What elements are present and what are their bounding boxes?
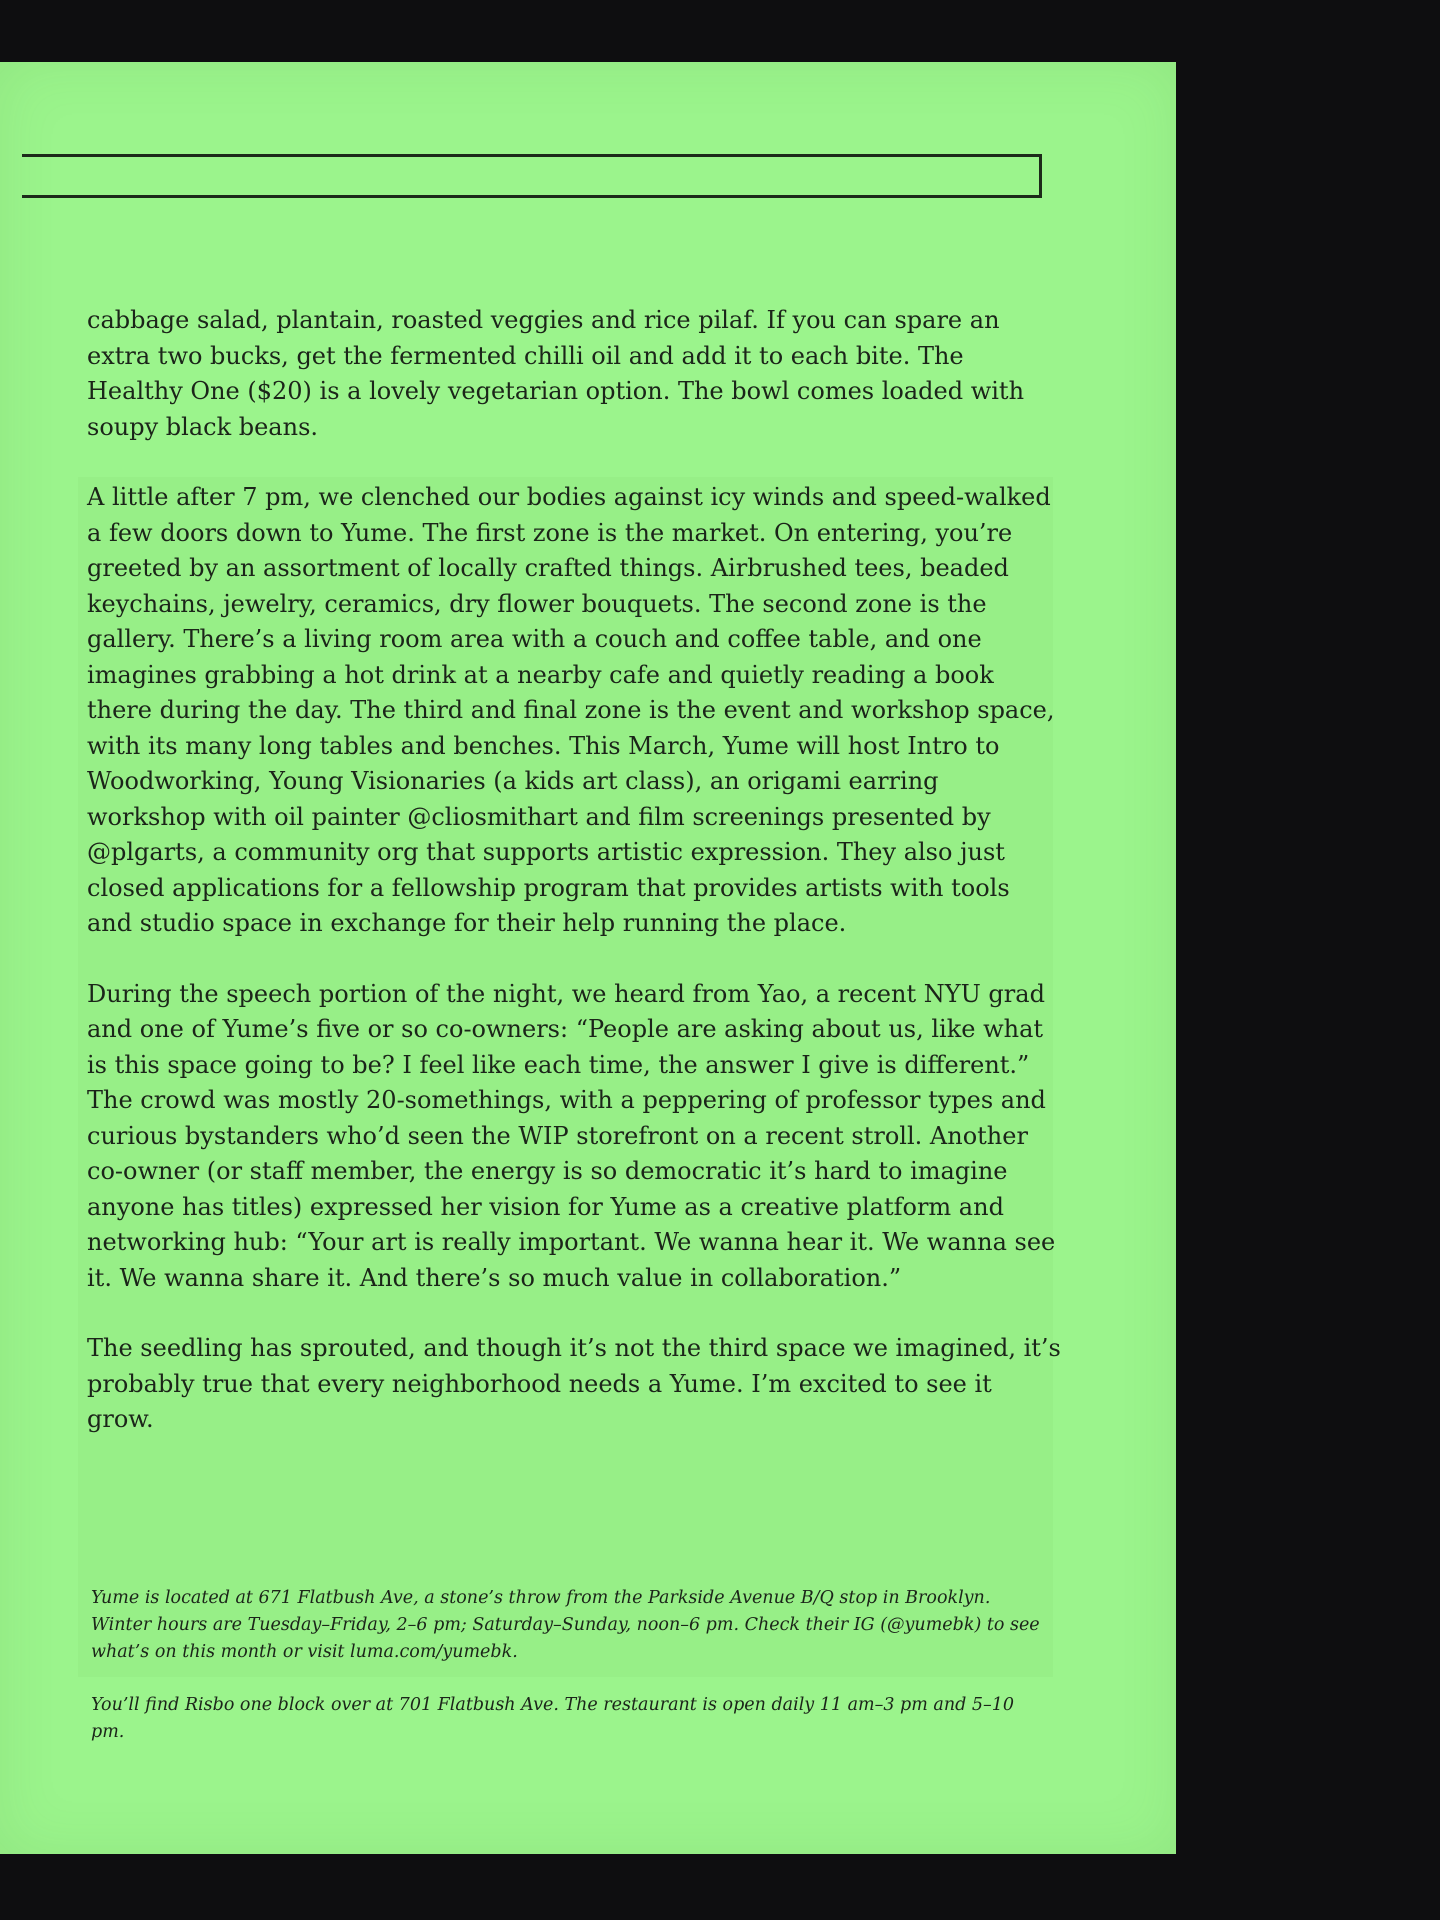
venue-note-risbo: You’ll find Risbo one block over at 701 Flatbush Ave. The restaurant is open daily 11 am–3 pm and 5–10 pm. [91,1695,1015,1742]
article-paragraph: During the speech portion of the night, we heard from Yao, a recent NYU grad and one of Yume’s five or so co-owners: “People are asking about us, like what is this space going to be? I feel like each time, the answer I give is different.” The crowd was mostly 20-somethings, with a peppering of professor types and curious bystanders who’d seen the WIP storefront on a recent stroll. Another co-owner (or staff member, the energy is so democratic it’s hard to imagine anyone has titles) expressed her vision for Yume as a creative platform and networking hub: “Your art is really important. We wanna hear it. We wanna see it. We wanna share it. And there’s so much value in collaboration.” [87,979,1056,1292]
show-through-text [410,262,423,304]
article-paragraph: The seedling has sprouted, and though it’s not the third space we imagined, it’s probably true that every neighborhood needs a Yume. I’m excited to see it grow. [87,1334,1061,1433]
venue-note-yume: Yume is located at 671 Flatbush Ave, a stone’s throw from the Parkside Avenue B/Q stop in Brooklyn. Winter hours are Tuesday–Friday, 2–6 pm; Saturday–Sunday, noon–6 pm. Check their IG (@yumebk) to see what’s on this month or visit luma.com/yumebk. [91,1588,1040,1662]
article-body [87,303,1062,1473]
article-paragraph: cabbage salad, plantain, roasted veggies and rice pilaf. If you can spare an extra two bucks, get the fermented chilli oil and add it to each bite. The Healthy One ($20) is a lovely vegetarian option. The bowl comes loaded with soupy black beans. [87,306,1025,441]
venue-info-notes [91,1585,1051,1772]
article-paragraph: A little after 7 pm, we clenched our bodies against icy winds and speed-walked a few doors down to Yume. The first zone is the market. On entering, you’re greeted by an assortment of locally crafted things. Airbrushed tees, beaded keychains, jewelry, ceramics, dry flower bouquets. The second zone is the gallery. There’s a living room area with a couch and coffee table, and one imagines grabbing a hot drink at a nearby cafe and quietly reading a book there during the day. The third and final zone is the event and workshop space, with its many long tables and benches. This March, Yume will host Intro to Woodworking, Young Visionaries (a kids art class), an origami earring workshop with oil painter @cliosmithart and film screenings presented by @plgarts, a community org that supports artistic expression. They also just closed applications for a fellowship program that provides artists with tools and studio space in exchange for their help running the place. [87,483,1055,937]
header-rule-box [22,154,1042,198]
